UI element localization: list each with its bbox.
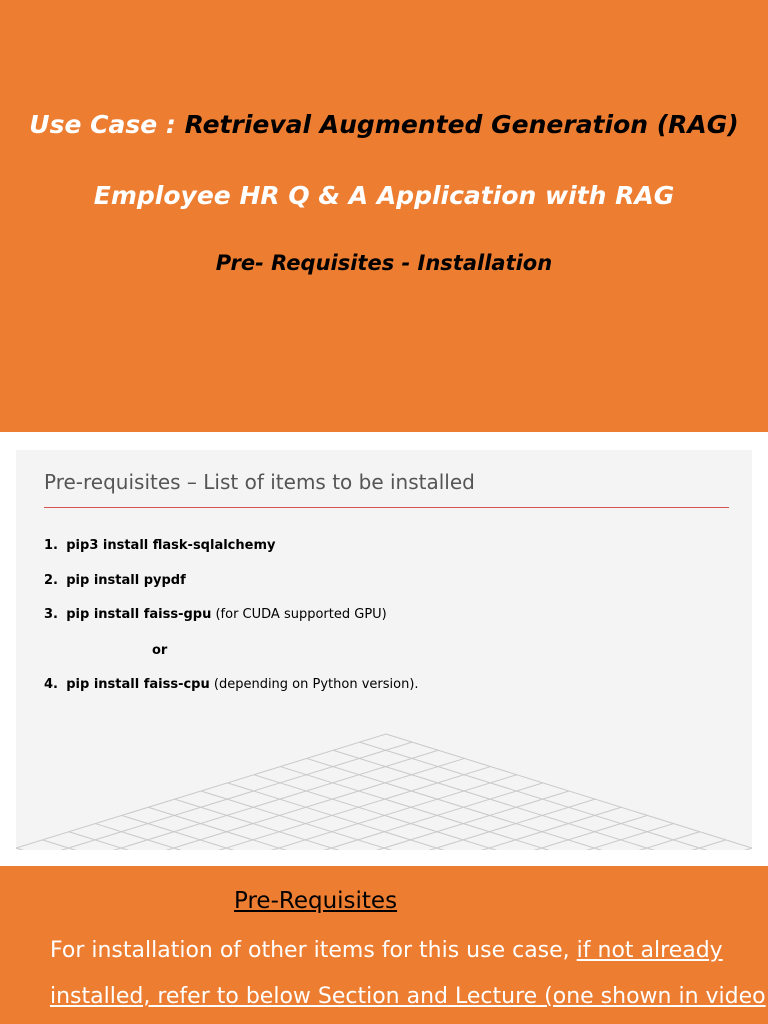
or-separator: or [152, 643, 168, 658]
install-item-3 [44, 607, 387, 622]
install-command: pip install faiss-cpu [66, 677, 210, 692]
note-slide [0, 866, 768, 1024]
item-number: 4. [44, 677, 58, 692]
note-text: For installation of other items for this use case, [50, 938, 577, 963]
heading-divider [44, 507, 729, 508]
install-note: (depending on Python version). [209, 677, 419, 692]
use-case-prefix: Use Case : [29, 110, 185, 139]
note-underlined-text: installed, refer to below Section and Lecture (one shown in video [50, 984, 766, 1009]
item-number: 2. [44, 573, 58, 588]
note-heading: Pre-Requisites [234, 888, 398, 914]
install-item-4 [44, 677, 419, 692]
note-underlined-text: if not already [576, 938, 723, 963]
perspective-grid-graphic [16, 730, 752, 850]
install-command: pip install faiss-gpu [66, 607, 212, 622]
prerequisites-heading: Pre-requisites – List of items to be installed [44, 470, 475, 494]
item-number: 3. [44, 607, 58, 622]
install-item-2 [44, 573, 186, 588]
section-title: Pre- Requisites - Installation [215, 251, 553, 275]
item-number: 1. [44, 538, 58, 553]
install-command: pip3 install flask-sqlalchemy [66, 538, 276, 553]
install-note: (for CUDA supported GPU) [211, 607, 387, 622]
note-line-1 [50, 938, 723, 963]
install-item-1 [44, 538, 275, 553]
note-line-2 [50, 984, 766, 1009]
use-case-title [0, 110, 768, 139]
install-command: pip install pypdf [66, 573, 186, 588]
prerequisites-slide [16, 450, 752, 850]
use-case-main: Retrieval Augmented Generation (RAG) [184, 110, 739, 139]
title-slide [0, 0, 768, 432]
app-title: Employee HR Q & A Application with RAG [93, 181, 675, 210]
